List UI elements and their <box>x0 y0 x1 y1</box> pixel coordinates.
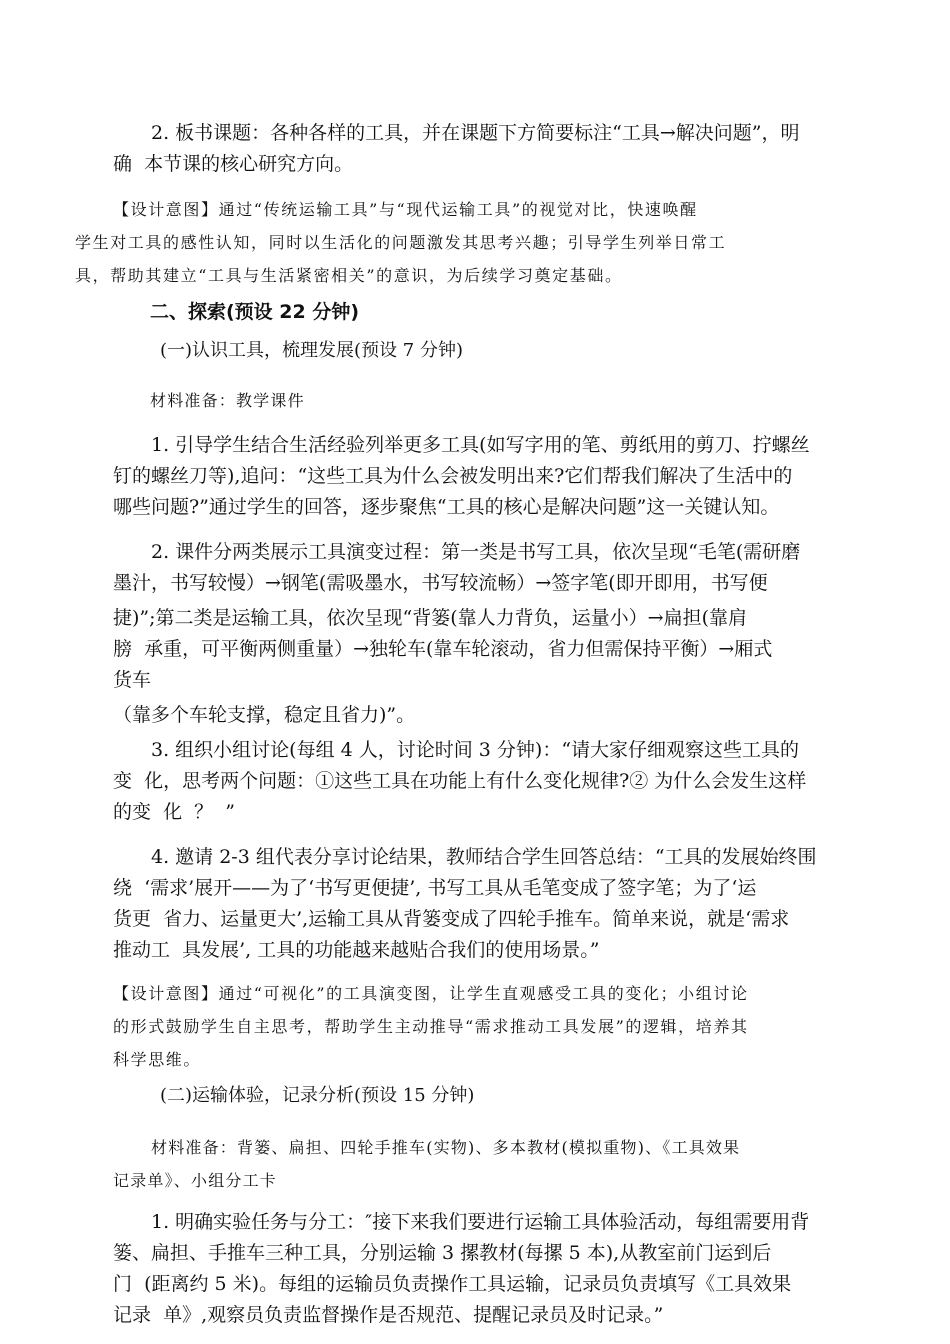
text-line: 确 本节课的核心研究方向。 <box>113 153 354 175</box>
paragraph-step-1-2 <box>113 537 828 731</box>
text-line: 1. 明确实验任务与分工：″接下来我们要进行运输工具体验活动，每组需要用背 <box>151 1211 810 1233</box>
text-line: 3. 组织小组讨论(每组 4 人，讨论时间 3 分钟)：“请大家仔细观察这些工具的 <box>151 739 800 761</box>
text-line: 膀 承重，可平衡两侧重量）→独轮车(靠车轮滚动，省力但需保持平衡）→厢式 <box>113 638 773 660</box>
text-line: 记录 单》,观察员负责监督操作是否规范、提醒记录员及时记录。” <box>113 1304 664 1326</box>
text-line: 【设计意图】通过“可视化”的工具演变图，让学生直观感受工具的变化；小组讨论 <box>113 984 749 1003</box>
material-prep-2 <box>113 1131 833 1197</box>
text-line: 【设计意图】通过“传统运输工具”与“现代运输工具”的视觉对比，快速唤醒 <box>113 200 698 219</box>
text-line: 哪些问题?”通过学生的回答，逐步聚焦“工具的核心是解决问题”这一关键认知。 <box>113 496 780 518</box>
text-line: 门 (距离约 5 米)。每组的运输员负责操作工具运输，记录员负责填写《工具效果 <box>113 1273 792 1295</box>
text-line: 记录单》、小组分工卡 <box>113 1171 278 1190</box>
text-line: （靠多个车轮支撑，稳定且省力)”。 <box>113 704 416 726</box>
design-intent-note-2 <box>113 977 829 1076</box>
section-heading-explore: 二、探索(预设 22 分钟) <box>150 301 360 323</box>
text-line: 科学思维。 <box>113 1050 202 1069</box>
text-line: 2. 板书课题：各种各样的工具，并在课题下方简要标注“工具→解决问题”，明 <box>151 122 800 144</box>
text-line: 变 化，思考两个问题：①这些工具在功能上有什么变化规律?② 为什么会发生这样 <box>113 770 807 792</box>
material-prep-1: 材料准备：教学课件 <box>150 391 305 410</box>
paragraph-step-2-1 <box>113 1207 828 1331</box>
paragraph-step-1-4 <box>113 842 828 966</box>
text-line: 推动工 具发展’, 工具的功能越来越贴合我们的使用场景。” <box>113 939 600 961</box>
text-line: 2. 课件分两类展示工具演变过程：第一类是书写工具，依次呈现“毛笔(需研磨 <box>151 541 801 563</box>
text-line: 捷)”;第二类是运输工具，依次呈现“背篓(靠人力背负，运量小）→扁担(靠肩 <box>113 607 747 629</box>
text-line: 学生对工具的感性认知，同时以生活化的问题激发其思考兴趣；引导学生列举日常工 <box>75 233 727 252</box>
subsection-heading-2: (二)运输体验，记录分析(预设 15 分钟) <box>160 1085 475 1106</box>
text-line: 的形式鼓励学生自主思考，帮助学生主动推导“需求推动工具发展”的逻辑，培养其 <box>113 1017 749 1036</box>
text-line: 钉的螺丝刀等),追问：“这些工具为什么会被发明出来?它们帮我们解决了生活中的 <box>113 465 793 487</box>
subsection-heading-1: (一)认识工具，梳理发展(预设 7 分钟) <box>160 340 463 361</box>
text-line: 的变 化 ？ ” <box>113 801 235 823</box>
text-line: 具，帮助其建立“工具与生活紧密相关”的意识，为后续学习奠定基础。 <box>75 266 623 285</box>
text-line: 材料准备：背篓、扁担、四轮手推车(实物)、多本教材(模拟重物)、《工具效果 <box>151 1138 741 1157</box>
text-line: 绕 ‘需求’展开——为了‘书写更便捷’, 书写工具从毛笔变成了签字笔；为了‘运 <box>113 877 757 899</box>
text-line: 1. 引导学生结合生活经验列举更多工具(如写字用的笔、剪纸用的剪刀、拧螺丝 <box>151 434 810 456</box>
text-line: 墨汁，书写较慢）→钢笔(需吸墨水，书写较流畅）→签字笔(即开即用，书写便 <box>113 572 768 594</box>
text-line: 4. 邀请 2-3 组代表分享讨论结果，教师结合学生回答总结：“工具的发展始终围 <box>151 846 817 868</box>
design-intent-note-1 <box>75 193 829 292</box>
text-line: 货车 <box>113 669 152 691</box>
paragraph-step-1-1 <box>113 430 828 523</box>
text-line: 篓、扁担、手推车三种工具，分别运输 3 摞教材(每摞 5 本),从教室前门运到后 <box>113 1242 772 1264</box>
text-line: 货更 省力、运量更大’,运输工具从背篓变成了四轮手推车。简单来说，就是‘需求 <box>113 908 790 930</box>
paragraph-board-title <box>113 118 828 180</box>
paragraph-step-1-3 <box>113 735 828 828</box>
